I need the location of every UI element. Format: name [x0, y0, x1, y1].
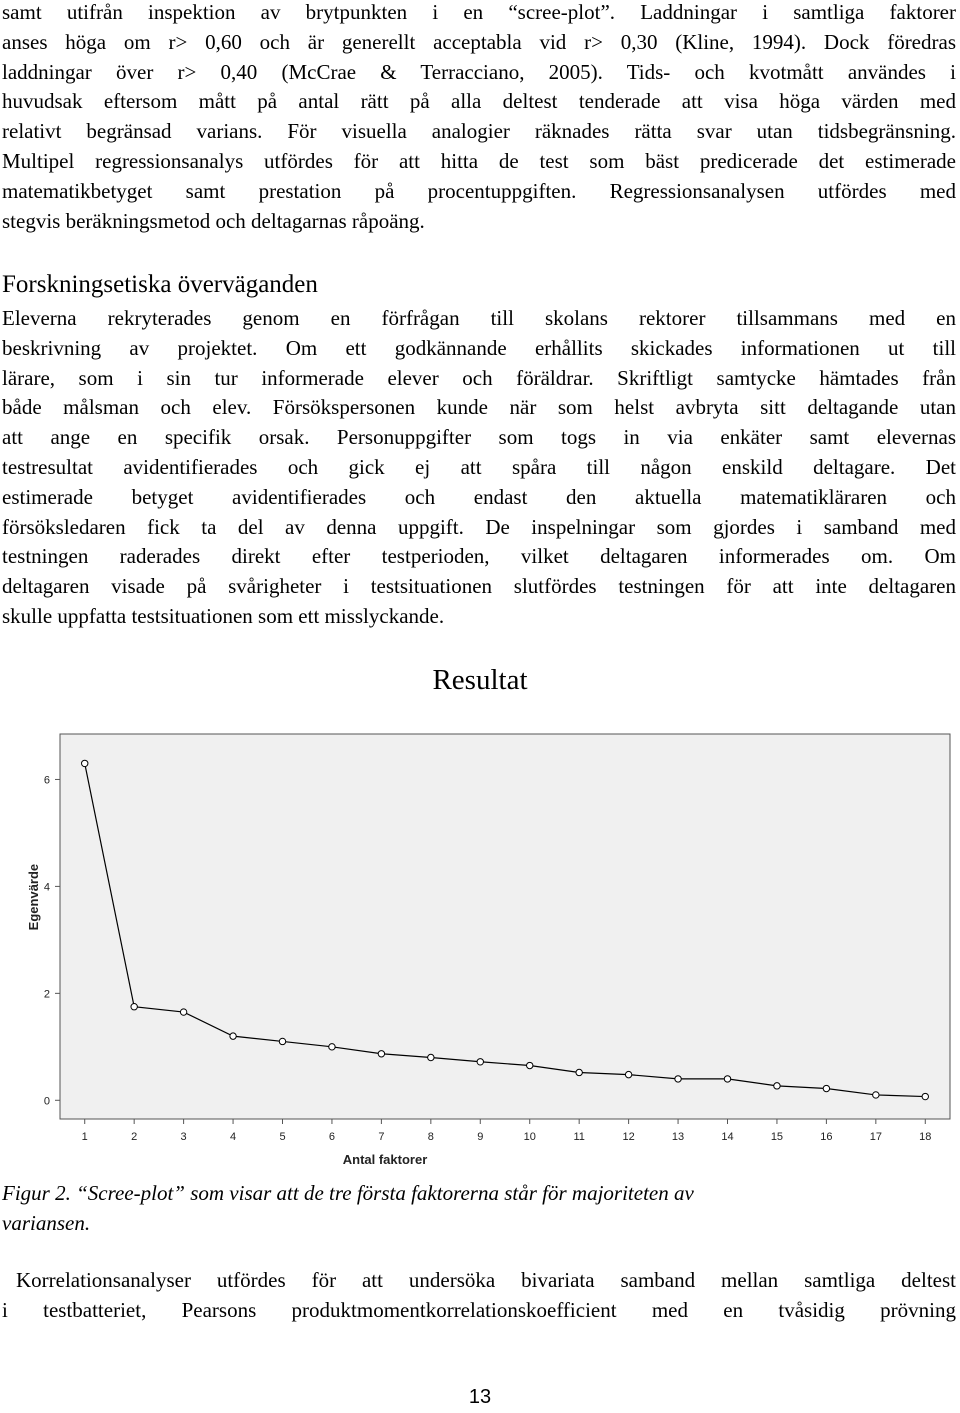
page-number: 13: [468, 1386, 492, 1408]
text-line: anses höga om r> 0,60 och är generellt acceptabla vid r> 0,30 (Kline, 1994). Dock föredras: [2, 29, 956, 54]
section-heading-ethics: Forskningsetiska överväganden: [2, 271, 318, 298]
scree-plot-chart: [0, 724, 960, 1164]
text-line: deltagaren visade på svårigheter i testsituationen slutfördes testningen för att inte deltagaren: [2, 574, 956, 599]
y-tick-label: 2: [43, 988, 50, 1001]
text-line: att ange en specifik orsak. Personuppgifter som togs in via enkäter samt elevernas: [2, 425, 956, 450]
data-point: [873, 1092, 879, 1098]
text-line: Multipel regressionsanalys utfördes för att hitta de test som bäst predicerade det estimerade: [2, 148, 956, 173]
text-line: Eleverna rekryterades genom en förfrågan till skolans rektorer tillsammans med en: [2, 306, 956, 330]
scree-plot-figure: [0, 724, 960, 1164]
text-line: Korrelationsanalyser utfördes för att undersöka bivariata samband mellan samtliga deltest: [16, 1268, 956, 1292]
text-line: relativt begränsad varians. För visuella analogier räknades rätta svar utan tidsbegränsning.: [2, 119, 956, 144]
x-tick-label: 7: [378, 1131, 385, 1143]
text-line: samt utifrån inspektion av brytpunkten i en “scree-plot”. Laddningar i samtliga faktorer: [2, 0, 956, 24]
y-tick-label: 6: [43, 774, 50, 787]
x-tick-label: 10: [523, 1131, 536, 1143]
data-point: [724, 1076, 730, 1082]
data-point: [625, 1071, 631, 1077]
x-tick-label: 4: [229, 1131, 237, 1143]
text-line: i testbatteriet, Pearsons produktmomentkorrelationskoefficient med en tvåsidig prövning: [2, 1297, 956, 1322]
text-line: skulle uppfatta testsituationen som ett misslyckande.: [2, 603, 445, 628]
text-line: beskrivning av projektet. Om ett godkännande erhållits skickades informationen ut till: [2, 335, 956, 360]
paragraph-ethics: [2, 304, 956, 632]
x-tick-label: 11: [573, 1131, 585, 1143]
data-point: [279, 1038, 285, 1044]
x-tick-label: 3: [180, 1131, 187, 1143]
paragraph-correlation: [2, 1266, 956, 1326]
plot-area: [60, 734, 950, 1119]
caption-line: Figur 2. “Scree-plot” som visar att de tre första faktorerna står för majoriteten av: [2, 1181, 694, 1205]
data-point: [180, 1009, 186, 1015]
data-point: [82, 760, 88, 766]
y-axis-label: Egenvärde: [26, 863, 41, 931]
x-tick-label: 14: [721, 1131, 734, 1143]
data-point: [477, 1059, 483, 1065]
data-point: [527, 1062, 533, 1068]
caption-line: variansen.: [2, 1211, 91, 1235]
text-line: estimerade betyget avidentifierades och endast den aktuella matematikläraren och: [2, 484, 956, 509]
data-point: [774, 1083, 780, 1089]
text-line: huvudsak eftersom mått på antal rätt på alla deltest tenderade att visa höga värden med: [2, 89, 956, 114]
paragraph-method: [2, 0, 956, 236]
x-tick-label: 12: [622, 1131, 635, 1143]
data-point: [329, 1044, 335, 1050]
data-point: [131, 1004, 137, 1010]
x-tick-label: 15: [770, 1131, 784, 1143]
x-tick-label: 5: [279, 1131, 286, 1143]
x-tick-label: 8: [427, 1131, 434, 1143]
text-line: testningen raderades direkt efter testperioden, vilket deltagaren informerades om. Om: [2, 544, 956, 569]
y-tick-label: 0: [43, 1095, 50, 1108]
data-point: [428, 1054, 434, 1060]
text-line: lärare, som i sin tur informerade elever och föräldrar. Skriftligt samtycke hämtades från: [2, 365, 956, 390]
y-tick-label: 4: [43, 881, 50, 894]
figure-caption: [2, 1178, 942, 1238]
data-point: [675, 1076, 681, 1082]
text-line: laddningar över r> 0,40 (McCrae & Terracciano, 2005). Tids- och kvotmått användes i: [2, 59, 956, 84]
text-line: både målsman och elev. Försökspersonen kunde när som helst avbryta sitt deltagande utan: [2, 395, 956, 420]
text-line: testresultat avidentifierades och gick ej att spåra till någon enskild deltagare. Det: [2, 454, 956, 479]
x-tick-label: 13: [671, 1131, 685, 1143]
data-point: [230, 1033, 236, 1039]
text-line: försöksledaren fick ta del av denna uppgift. De inspelningar som gjordes i samband med: [2, 514, 956, 539]
data-point: [823, 1085, 829, 1091]
text-line: matematikbetyget samt prestation på procentuppgiften. Regressionsanalysen utfördes med: [2, 178, 956, 203]
section-heading-results: Resultat: [432, 664, 528, 696]
x-tick-label: 17: [869, 1131, 882, 1143]
x-tick-label: 2: [131, 1131, 138, 1143]
data-point: [576, 1069, 582, 1075]
data-point: [378, 1051, 384, 1057]
text-line: stegvis beräkningsmetod och deltagarnas råpoäng.: [2, 208, 425, 233]
x-tick-label: 9: [477, 1131, 484, 1143]
x-tick-label: 18: [919, 1131, 932, 1143]
x-tick-label: 1: [81, 1131, 88, 1143]
x-axis-label: Antal faktorer: [342, 1152, 428, 1164]
data-point: [922, 1093, 928, 1099]
x-tick-label: 6: [328, 1131, 336, 1143]
x-tick-label: 16: [820, 1131, 833, 1143]
